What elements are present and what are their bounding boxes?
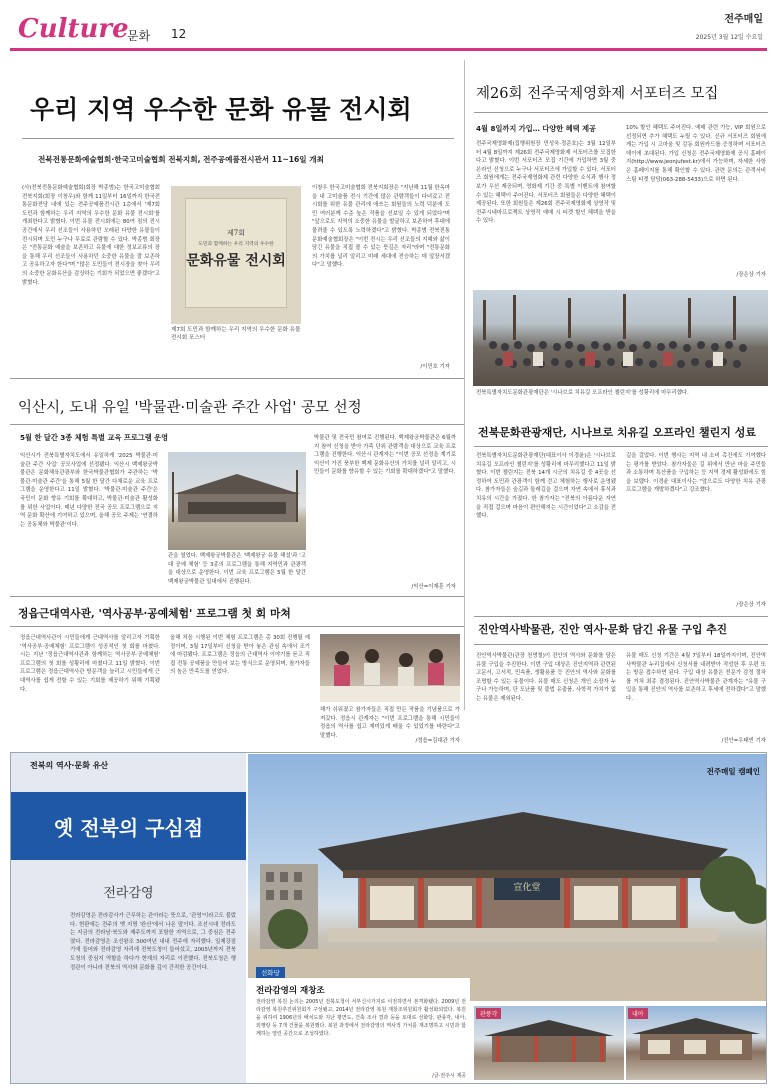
page-header — [0, 0, 777, 48]
art5-body-col1: 정읍근대역사관이 시민들에게 근대역사를 알리고자 기획한 '역사공부·공예체험' 프로그램이 성공적인 첫 회를 마쳤다. 시는 지난 '정읍근대역사관과 함께하는 역사공부·공예체험' 프로그램의 첫 회를 성황리에 마쳤다고 11일 밝혔다. 이번 프로그램은 정읍근대역사관 방문객을 늘리고 시민들에게 근대역사를 쉽게 전할 수 있는 기회를 제공하기 위해 기획됐다. — [20, 635, 160, 693]
art1-headline: 우리 지역 우수한 문화 유물 전시회 — [30, 95, 412, 124]
art2-byline: /장은상 기자 — [736, 272, 766, 278]
art4-group-photo — [473, 290, 768, 386]
issue-date: 2025년 3월 12일 수요일 — [695, 34, 763, 41]
art6-rule — [474, 644, 768, 645]
art5-body-col3: 해가 쉬워졌고 참가자들은 직접 만든 작품을 기념품으로 가져갔다. 정읍시 관계자는 "이번 프로그램을 통해 시민들이 정읍의 역사를 쉽고 재미있게 배울 수 있었기를 바란다"고 말했다. — [320, 707, 460, 738]
art2-headline: 제26회 전주국제영화제 서포터즈 모집 — [476, 86, 719, 102]
page-number: 12 — [171, 27, 187, 41]
art3-subhead: 5월 한 달간 3종 체험 특별 교육 프로그램 운영 — [20, 433, 169, 442]
paper-name: 전주매일 — [724, 14, 763, 25]
art4-rule — [474, 446, 768, 447]
feature-campaign-label: 전주매일 캠페인 — [706, 767, 760, 776]
header-rule — [10, 48, 767, 51]
art1-photo-caption: 제7회 도민과 함께하는 우리 지역의 우수한 문화 유물 전시회 포스터 — [171, 327, 301, 341]
art1-byline: /이민호 기자 — [420, 364, 450, 370]
inset-body: 전라감영 복원 논의는 2005년 전북도청이 서부신시가지로 이전하면서 본격화됐다. 2009년 전라감영 복원추진위원회가 구성됐고, 2014년 전라감영 복원 재창조위원회가 활성화되었다. 복원을 위하여 1906년의 배치도와 지난 평면도, 건축 조사 결과 등을 토대로 선화당, 관풍각, 내아, 외행랑 등 7개 건물을 복원했다. 복원 과정에서 전라감영의 역사적 가치를 재조명하고 시민과 함께하는 열린 공간으로 조성하였다. — [256, 999, 466, 1037]
col-divider — [464, 60, 465, 710]
art5-body-col2: 올해 처음 시행된 이번 체험 프로그램은 총 30회 진행될 예정이며, 3월 17일부터 신청을 받아 놓은 관심 속에서 조기에 마감됐다. 프로그램은 정읍의 근대역사 이야기를 듣고 직접 전통 공예품을 만들어 보는 방식으로 운영되며, 참가자들의 높은 만족도를 얻었다. — [170, 635, 310, 676]
art2-rule — [474, 112, 768, 113]
building-sign: 宣化堂 — [513, 883, 541, 893]
art3-body-col2: 관을 열었다. 백제왕궁박물관은 '백제왕궁 유물 해설'과 '고대 공예 체험' 등 3종의 프로그램을 통해 지역민과 관광객을 대상으로 운영한다. 이번 교육 프로그램은 5월 한 달간 백제왕궁박물관 일대에서 진행된다. — [168, 553, 306, 585]
art6-body-col1: 진안역사박물관(관장 천명철)이 진안의 역사와 문화를 담은 유물 구입을 추진한다. 이번 구입 대상은 진안지역과 관련된 고문서, 고서적, 민속품, 생활용품 등 진안의 역사와 문화를 조명할 수 있는 유물이다. 유물 매도 신청은 개인 소장자 누구나 가능하며, 단 도난품 및 불법 유출품, 사학적 가치가 없는 유물은 제외된다. — [476, 653, 616, 702]
art2-body-col2: 10% 할인 혜택도 주어진다. 예매 관련 가능, VIP 회원으로 선정되면 추가 혜택도 누릴 수 있다. 신규 서포터즈 회원에게는 가입 시 고마움 및 감동 회원카드를 증정하며 서포터즈 데이에 초대된다. 가입 신청은 전주국제영화제 공식 홈페이지(http://www.jeonjufest.kr)에서 가능하며, 자세한 사항은 홈페이지를 통해 확인할 수 있다. 관련 문의는 관객서비스팀 티켓 담당(063-288-5433)으로 하면 된다. — [626, 125, 766, 183]
label-2: 관풍각 — [476, 1008, 501, 1019]
feature-body: 전라감영은 전라감사가 근무하는 관아라는 뜻으로, '관영'이라고도 불렀다. 현판에는 전주의 옛 지명 '완산'에서 나온 말이다. 조선시대 전라도는 지금의 전라남·북도와 제주도까지 포함한 지역으로, 그 중심은 전주였다. 전라감영은 조선왕조 500여년 내내 전주에 자리했다. 일제강점기에 들어와 전라감영 자리에 전북도청이 들어섰고, 2005년까지 전북 도청의 중심지 역할을 하다가 현재의 자리로 이전했다. 전북도청은 행정관이 아니라 전북의 역사와 문화를 깊이 간직한 공간이다. — [70, 913, 236, 971]
art6-headline: 진안역사박물관, 진안 역사·문화 담긴 유물 구입 추진 — [478, 623, 728, 636]
art1-subhead: 전북전통문화예술협회·한국고미술협회 전북지회, 전주공예품전시관서 11~16일 개최 — [38, 155, 324, 164]
feature-series-label: 전북의 역사·문화 유산 — [30, 761, 109, 770]
feature-subtitle: 전라감영 — [103, 886, 154, 901]
art4-bottom-rule — [474, 616, 768, 617]
art6-body-col2: 유물 매도 신청 기간은 4월 7일부터 18일까지이며, 진안역사박물관 누리집에서 신청서를 내려받아 작성한 후 우편 또는 방문 접수하면 된다. 구입 대상 유물은 전문가 감정 절차를 거쳐 최종 결정된다. 진안역사박물관 관계자는 "유물 구입을 통해 진안의 역사를 보존하고 후세에 전하겠다"고 말했다. — [626, 653, 766, 702]
art5-byline: /정읍=김대관 기자 — [415, 738, 460, 744]
art6-byline: /진안=우태빈 기자 — [721, 738, 766, 744]
art5-photo — [320, 634, 460, 702]
poster-subtitle: 도민과 함께하는 우리 지역의 우수한 — [198, 242, 274, 247]
inset-title: 전라감영의 재창조 — [256, 986, 325, 996]
art5-headline: 정읍근대역사관, '역사공부·공예체험' 프로그램 첫 회 마쳐 — [18, 607, 291, 620]
art3-bottom-rule — [10, 596, 464, 597]
art4-photo-caption: 전북특별자치도문화관광재단은 '시나브로 치유길 오프라인 챌린지'를 성황리에 마무리했다. — [476, 390, 689, 396]
art1-bottom-rule — [10, 378, 464, 379]
art5-rule — [10, 626, 464, 627]
art3-headline: 익산시, 도내 유일 '박물관·미술관 주간 사업' 공모 선정 — [18, 400, 362, 416]
feature-title: 옛 전북의 구심점 — [53, 816, 204, 840]
art3-body-col1: 익산시가 전북특별자치도에서 유일하게 '2025 박물관·미술관 주간 사업' 공모사업에 선정됐다. 익산시 백제왕궁박물관은 문화체육관광부와 한국박물관협회가 주관하는 '박물관·미술관 주간'을 통해 5월 한 달간 다채로운 교육 프로그램을 운영한다고 11일 밝혔다. '박물관·미술관 주간'은 국민이 문화 향유 기회를 확대하고, 박물관·미술관 활성화를 위한 사업이다. 매년 다양한 전국 공모 프로그램으로 지역 문화 확산에 기여하고 있으며, 올해 공모 주제는 '연결하는 공동체와 박물관'이다. — [20, 453, 158, 528]
art4-headline: 전북문화관광재단, 시나브로 치유길 오프라인 챌린지 성료 — [478, 426, 756, 439]
art3-byline: /익산=이재훈 기자 — [411, 584, 456, 590]
poster-number: 제7회 — [227, 229, 245, 237]
art2-subhead: 4월 8일까지 가입… 다양한 혜택 제공 — [476, 124, 596, 133]
art1-rule — [22, 138, 454, 139]
label-3: 내아 — [628, 1008, 648, 1019]
feature-main-photo — [248, 754, 766, 1001]
art4-byline: /장은상 기자 — [736, 602, 766, 608]
art2-body-col1: 전주국제영화제(집행위원장 민성욱·정준호)는 3월 12일부터 4월 8일까지 제26회 전주국제영화제 서포터즈를 모집한다고 밝혔다. 이번 서포터즈 모집 기간에 가입하면 3월 중 온라인 신청으로 누구나 서포터즈에 가입할 수 있다. 서포터즈 회원에게는 전주국제영화제 관련 다양한 소식과 행사 정보가 우선 제공되며, 영화제 기간 중 특별 이벤트에 참여할 수 있는 혜택이 주어진다. 서포터즈 회원들은 다양한 혜택이 제공된다. 또한 회원들은 제26회 전주국제영화제 상영작 및 전주시네마프로젝트 상영작 예매 시 티켓 할인 혜택을 받을 수 있다. — [476, 141, 616, 225]
art1-poster — [171, 186, 301, 324]
poster-title: 문화유물 전시회 — [186, 253, 286, 269]
art4-body-col2: 길을 걸었다. 이번 행사는 지역 내 소비 촉진에도 기여했다는 평가를 받았다. 참가자들은 길 위에서 만난 마을 주민들과 소통하며 특산품을 구입하는 등 지역 경제 활성화에도 힘을 보탰다. 이경윤 대표이사는 "앞으로도 다양한 치유 관광 프로그램을 개발하겠다"고 강조했다. — [626, 453, 766, 494]
art1-body-col3: 이창우 한국고미술협회 전북지회장은 "지난해 11월 한옥마을 내 고미술품 전시 기간에 많은 관람객들이 다녀갔고 전시회를 위한 유물 관리에 애쓰는 회원들의 노력 덕분에 도민 여러분께 수준 높은 작품을 선보일 수 있게 되었다"며 "앞으로도 지역의 소중한 유물을 발굴하고 보존하여 후대에 물려줄 수 있도록 노력하겠다"고 밝혔다. 박종범 전북전통문화예술협회장은 "이번 전시는 우리 선조들의 지혜와 삶이 담긴 유물을 직접 볼 수 있는 뜻깊은 자리"라며 "전통문화의 가치를 널리 알리고 미래 세대에 전승하는 데 앞장서겠다"고 말했다. — [312, 185, 450, 269]
art3-photo — [168, 452, 306, 550]
section-kr: 문화 — [127, 29, 151, 43]
art3-body-col3: 박물관 및 전국민 참여로 진행된다. 백제왕궁박물관은 6월까지 참여 신청을 받아 가족 단위 관람객을 대상으로 교육 프로그램을 진행한다. 익산시 관계자는 "이번 공모 선정을 계기로 익산이 가진 풍부한 백제 문화유산의 가치를 널리 알리고, 시민들이 문화를 향유할 수 있는 기회를 확대하겠다"고 말했다. — [314, 435, 456, 476]
art4-body-col1: 전북특별자치도문화관광재단(대표이사 이경윤)은 '시나브로 치유길 오프라인 챌린지'를 성황리에 마무리했다고 11일 밝혔다. 이번 챌린지는 전북 14개 시군의 치유길 중 4곳을 선정하여 도민과 관광객이 함께 걷고 체험하는 행사로 운영됐다. 참가자들은 숲길과 둘레길을 걸으며 자연 속에서 휴식과 치유의 시간을 가졌다. 한 참가자는 "전북의 아름다운 자연을 직접 걸으며 마음이 편안해지는 시간이었다"고 소감을 전했다. — [476, 453, 616, 520]
art3-rule — [10, 424, 464, 425]
art1-body-col1: (사)전북전통문화예술협회(회장 박종범)는 한국고미술협회 전북지회(회장 이창우)와 함께 11일부터 16일까지 한국전통문화전당 내에 있는 전주공예품전시관 1층에서 '제7회 도민과 함께하는 우리 지역의 우수한 문화 유물 전시회'를 개최한다고 밝혔다. 이번 유물 전시회에는 80여 점의 전시 공간에서 우리 선조들이 사용하던 오래된 다양한 유물들이 전시되며 도민 누구나 무료로 관람할 수 있다. 박종범 회장은 "전통문화 예술을 보존하고 유물에 대한 정보교류의 장을 통해 우리 선조들이 사용하던 소중한 유물을 잘 보존하고 공유하고자 한다"며 "많은 도민들이 전시장을 찾아 우리의 소중한 문화유산을 감상하는 기회가 되었으면 좋겠다"고 밝혔다. — [22, 185, 160, 286]
inset-byline: /글·전주시 제공 — [432, 1073, 466, 1079]
label-main: 선화당 — [256, 967, 285, 978]
section-en: Culture — [18, 14, 129, 44]
